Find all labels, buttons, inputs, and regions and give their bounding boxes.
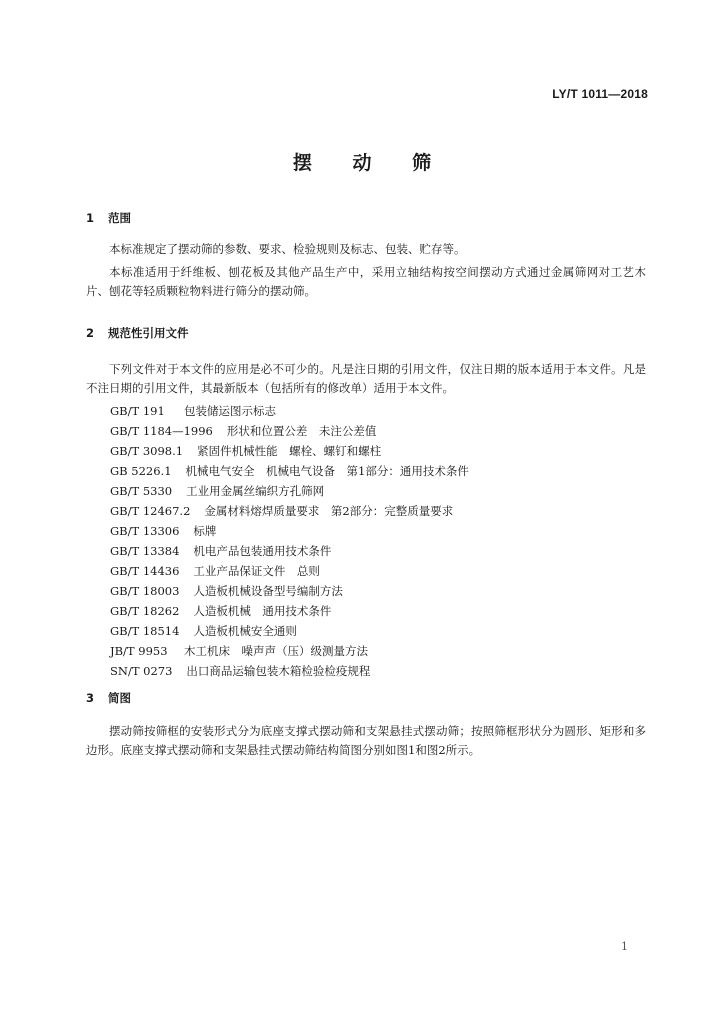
section-heading-diagram — [86, 690, 131, 706]
references-intro-paragraph: 下列文件对于本文件的应用是必不可少的。凡是注日期的引用文件，仅注日期的版本适用于本文件。凡是不注日期的引用文件，其最新版本（包括所有的修改单）适用于本文件。 — [86, 362, 646, 395]
section-heading-normative-references — [86, 325, 189, 341]
reference-code: GB/T 1184—1996 — [110, 424, 213, 438]
reference-title: 金属材料熔焊质量要求 第2部分：完整质量要求 — [204, 504, 454, 518]
reference-item — [110, 641, 469, 661]
reference-code: GB/T 13384 — [110, 544, 180, 558]
diagram-paragraph: 摆动筛按筛框的安装形式分为底座支撑式摆动筛和支架悬挂式摆动筛；按照筛框形状分为圆形、矩形和多边形。底座支撑式摆动筛和支架悬挂式摆动筛结构简图分别如图1和图2所示。 — [86, 724, 646, 757]
reference-item — [110, 421, 469, 441]
reference-code: GB/T 12467.2 — [110, 504, 191, 518]
reference-code: GB/T 18262 — [110, 604, 180, 618]
reference-item — [110, 621, 469, 641]
section-heading-scope — [86, 210, 131, 226]
reference-item — [110, 601, 469, 621]
reference-item — [110, 481, 469, 501]
reference-item — [110, 581, 469, 601]
reference-item — [110, 501, 469, 521]
reference-list — [110, 401, 469, 681]
reference-title: 工业用金属丝编织方孔筛网 — [186, 484, 325, 498]
section-number: 2 — [86, 326, 95, 340]
reference-title: 工业产品保证文件 总则 — [193, 564, 320, 578]
reference-code: GB/T 18003 — [110, 584, 180, 598]
scope-paragraph-1: 本标准规定了摆动筛的参数、要求、检验规则及标志、包装、贮存等。 — [109, 242, 466, 256]
reference-item — [110, 661, 469, 681]
reference-code: GB/T 191 — [110, 404, 165, 418]
scope-paragraph-2: 本标准适用于纤维板、刨花板及其他产品生产中，采用立轴结构按空间摆动方式通过金属筛网对工艺木片、刨花等轻质颗粒物料进行筛分的摆动筛。 — [86, 265, 646, 298]
reference-title: 人造板机械设备型号编制方法 — [193, 584, 343, 598]
reference-item — [110, 521, 469, 541]
page-number: 1 — [621, 940, 628, 953]
section-number: 1 — [86, 211, 95, 225]
standard-code: LY/T 1011—2018 — [552, 87, 648, 101]
reference-item — [110, 561, 469, 581]
document-title: 摆 动 筛 — [292, 152, 449, 174]
reference-item — [110, 541, 469, 561]
reference-item — [110, 401, 469, 421]
reference-item — [110, 461, 469, 481]
reference-title: 形状和位置公差 未注公差值 — [226, 424, 377, 438]
section-number: 3 — [86, 691, 95, 705]
reference-title: 包装储运图示标志 — [184, 404, 276, 418]
reference-code: JB/T 9953 — [110, 644, 168, 658]
reference-item — [110, 441, 469, 461]
section-title: 规范性引用文件 — [108, 326, 189, 340]
reference-code: GB/T 14436 — [110, 564, 180, 578]
reference-title: 标牌 — [193, 524, 217, 538]
reference-title: 人造板机械 通用技术条件 — [193, 604, 332, 618]
reference-title: 机械电气安全 机械电气设备 第1部分：通用技术条件 — [185, 464, 469, 478]
reference-code: GB 5226.1 — [110, 464, 172, 478]
reference-code: SN/T 0273 — [110, 664, 173, 678]
reference-title: 木工机床 噪声声（压）级测量方法 — [184, 644, 368, 658]
reference-code: GB/T 5330 — [110, 484, 173, 498]
reference-code: GB/T 18514 — [110, 624, 180, 638]
reference-title: 机电产品包装通用技术条件 — [193, 544, 332, 558]
reference-title: 人造板机械安全通则 — [193, 624, 297, 638]
reference-code: GB/T 3098.1 — [110, 444, 184, 458]
section-title: 范围 — [108, 211, 131, 225]
reference-title: 出口商品运输包装木箱检验检疫规程 — [186, 664, 371, 678]
reference-title: 紧固件机械性能 螺栓、螺钉和螺柱 — [197, 444, 382, 458]
section-title: 简图 — [108, 691, 131, 705]
reference-code: GB/T 13306 — [110, 524, 180, 538]
